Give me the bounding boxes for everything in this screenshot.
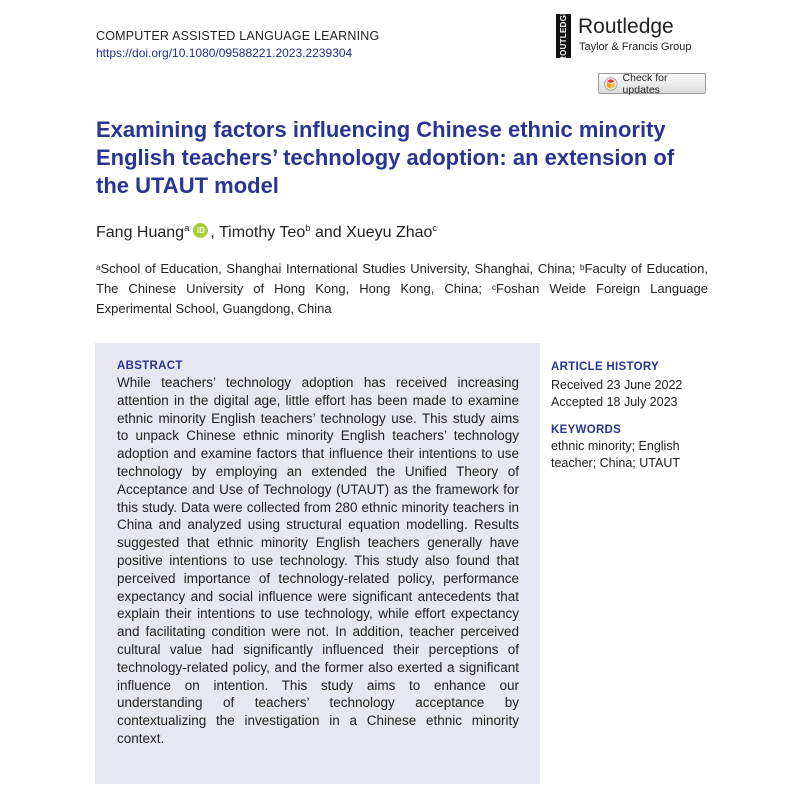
abstract-heading: ABSTRACT bbox=[117, 360, 183, 372]
author-separator: , bbox=[210, 224, 219, 241]
affiliation-mark: c bbox=[492, 283, 496, 292]
orcid-icon[interactable]: iD bbox=[193, 223, 208, 238]
affiliation-mark: b bbox=[580, 263, 585, 272]
author-name: Xueyu Zhao bbox=[346, 224, 433, 241]
author-separator: and bbox=[310, 224, 347, 241]
author-name: Fang Huang bbox=[96, 224, 185, 241]
affiliation-text: School of Education, Shanghai International Studies University, Shanghai, China; bbox=[100, 261, 581, 276]
article-history-heading: ARTICLE HISTORY bbox=[551, 361, 660, 373]
author-affiliation-mark: c bbox=[432, 223, 438, 234]
doi-link[interactable]: https://doi.org/10.1080/09588221.2023.2239304 bbox=[96, 46, 353, 60]
affiliation-mark: a bbox=[96, 263, 101, 272]
publisher-logo bbox=[556, 9, 716, 63]
received-date: Received 23 June 2022 bbox=[551, 378, 683, 392]
publisher-vertical-mark: ROUTLEDGE bbox=[556, 14, 571, 58]
author-list bbox=[96, 224, 437, 242]
author-name: Timothy Teo bbox=[218, 224, 306, 241]
affiliation-text: Faculty of Education, The Chinese University of Hong Kong, Hong Kong, China; bbox=[96, 261, 708, 296]
publisher-group: Taylor & Francis Group bbox=[579, 41, 692, 53]
article-title: Examining factors influencing Chinese ethnic minority English teachers’ technology adoption: an extension of the UTAUT model bbox=[96, 117, 675, 198]
check-updates-icon bbox=[604, 77, 618, 91]
accepted-date: Accepted 18 July 2023 bbox=[551, 395, 678, 409]
publisher-name: Routledge bbox=[578, 15, 674, 38]
check-updates-label: Check for updates bbox=[622, 71, 668, 96]
journal-name: COMPUTER ASSISTED LANGUAGE LEARNING bbox=[96, 29, 380, 43]
author-affiliation-mark: b bbox=[305, 223, 311, 234]
keywords-heading: KEYWORDS bbox=[551, 424, 622, 436]
author-affiliation-mark: a bbox=[184, 223, 190, 234]
affiliations bbox=[96, 259, 708, 319]
keywords-text: ethnic minority; English teacher; China; UTAUT bbox=[551, 439, 680, 470]
check-for-updates-button[interactable] bbox=[598, 73, 706, 94]
affiliation-text: Foshan Weide Foreign Language Experimental School, Guangdong, China bbox=[96, 281, 708, 316]
abstract-text: While teachers’ technology adoption has received increasing attention in the digital age, little effort has been made to examine ethnic minority English teachers’ technology use. This study aims to unpack Chinese ethnic minority English teachers’ technology adoption and examine factors that influence their intentions to use technology by employing an extended the Unified Theory of Acceptance and Use of Technology (UTAUT) as the framework for this study. Data were collected from 280 ethnic minority teachers in China and analyzed using structural equation modelling. Results suggested that ethnic minority English teachers generally have positive intentions to use technology. This study also found that perceived importance of technology-related policy, performance expectancy and social influence were significant antecedents that explain their intentions to use technology, while effort expectancy and facilitating condition were not. In addition, teacher perceived cultural value had significantly influenced their perceptions of technology-related policy, and the former also exerted a significant influence on intention. This study aims to enhance our understanding of teachers’ technology acceptance by contextualizing the investigation in a Chinese ethnic minority context. bbox=[117, 375, 519, 746]
